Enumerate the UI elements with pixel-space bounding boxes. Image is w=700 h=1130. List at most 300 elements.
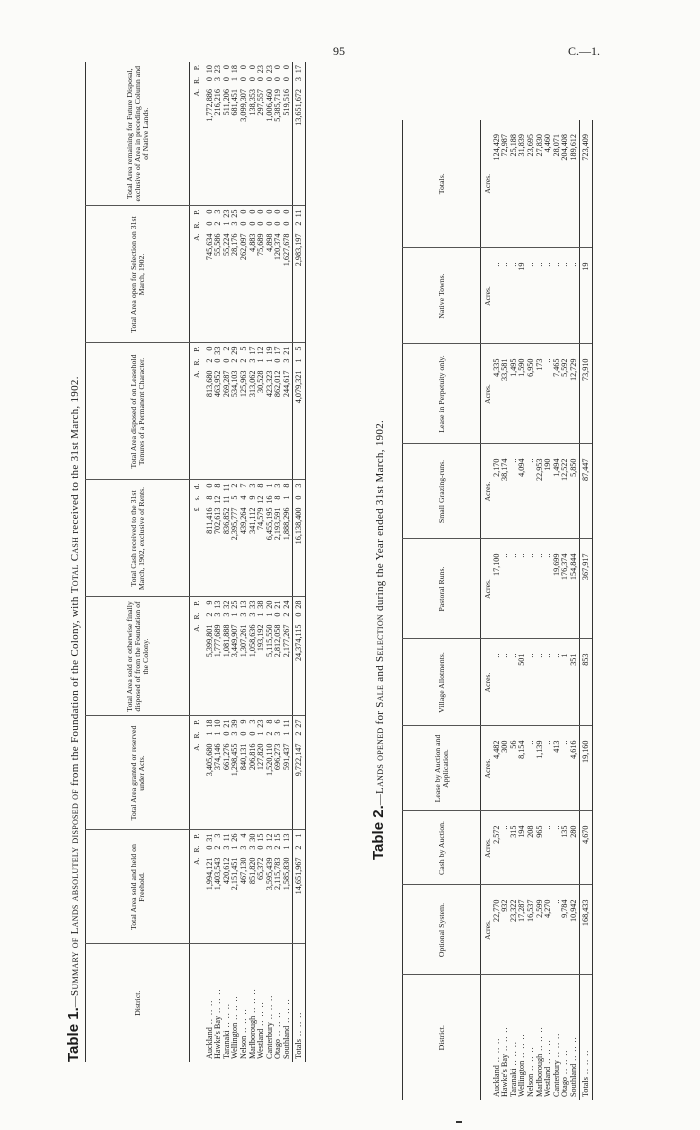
t1-units-open [190,206,202,343]
t1-total-cash-pounds: 16,138,400 [293,507,303,545]
t1-leasehold-acres: 862,012 [273,370,283,398]
t1-sold-perches: 38 [256,600,266,609]
t1-cell-leasehold [231,343,240,480]
unit-shilling: s. [192,495,201,501]
document-reference: C.—1. [568,44,601,58]
t1-sold-perches: 21 [273,600,283,609]
t1-sold-roods: 1 [256,612,266,617]
t1-open-roods: 1 [221,221,231,226]
t2-cell-totals [570,120,579,248]
t2-cell-optional [561,885,570,975]
t1-leasehold-roods: 1 [256,358,266,363]
t2-value-cash_auction: 2,572 [491,825,501,844]
t1-freehold-perches: 13 [281,833,291,842]
t1-freehold-roods: 3 [247,845,257,850]
t1-cell-leasehold [223,343,232,480]
t1-open-roods: 0 [204,221,214,226]
t1-reserved-roods: 3 [230,731,240,736]
t1-freehold-perches: 12 [264,833,274,842]
t1-remaining-acres: 1,772,886 [204,89,214,122]
t1-reserved-roods: 1 [204,731,214,736]
t2-cell-lease_auction [510,726,519,811]
leader-dots: .. .. .. [534,1026,544,1054]
t2-value-optional: 4,270 [543,899,553,918]
t1-cell-sold [283,597,292,716]
t1-freehold-roods: 3 [238,845,248,850]
table1-body [190,62,306,1062]
t1-remaining-acres: 3,099,307 [238,89,248,122]
t1-remaining-roods: 0 [256,77,266,82]
t2-cell-lease_auction [570,726,579,811]
t2-cell-optional [570,885,579,975]
t1-open-acres: 262,097 [238,233,248,261]
t1-cell-leasehold [266,343,275,480]
t1-freehold-acres: 1,403,543 [213,857,223,891]
t2-header-village: Village Allotments. [403,639,481,726]
t1-total-freehold-roods: 2 [293,845,303,850]
t2-value-optional: 23,322 [508,899,518,923]
t1-header-leasehold: Total Area disposed of on Leasehold Tenures of a Permanent Character. [86,343,190,480]
t1-remaining-roods: 0 [247,77,257,82]
t2-units-row [481,120,493,1100]
t1-totals-label [292,944,306,1062]
t1-cell-remaining [283,62,292,206]
leader-dots: .. .. .. [238,1008,248,1036]
table1 [85,62,306,1062]
t2-total-small_grazing [579,444,593,539]
t1-cash-pence: 2 [230,483,240,488]
t1-cell-open [214,206,223,343]
leader-dots: .. .. .. [500,1026,510,1054]
unit-perches: P. [192,600,201,606]
t2-value-cash_auction: 315 [508,825,518,838]
t1-cash-pence: 7 [238,483,248,488]
t2-total-cash_auction [579,811,593,885]
t1-total-leasehold-perches: 5 [293,346,303,351]
t2-value-native: .. [491,262,501,267]
t2-value-lease_auction: 4,482 [491,740,501,759]
t2-units-village [481,639,493,726]
t1-cell-leasehold [202,343,215,480]
t2-value-optional: 17,287 [517,899,527,923]
t1-freehold-roods: 0 [256,845,266,850]
t1-freehold-roods: 1 [230,845,240,850]
t2-district-name: Taranaki [508,1068,518,1097]
t1-district-name: Southland [281,1025,291,1059]
t2-cell-optional [544,885,553,975]
t1-sold-perches: 25 [230,600,240,609]
t1-leasehold-perches: 0 [204,346,214,351]
t2-value-perpetuity: .. [543,358,553,363]
t2-header-pastoral: Pastoral Runs. [403,539,481,639]
t2-header-lease-auction: Lease by Auction and Application. [403,726,481,811]
t1-district-name: Auckland [204,1027,214,1059]
t1-total-reserved-perches: 27 [293,719,303,728]
t1-cash-pounds: 74,579 [256,507,266,531]
t2-value-village: .. [543,653,553,658]
t2-cell-lease_auction [493,726,502,811]
t2-cell-native [570,248,579,344]
t1-total-remaining-perches: 17 [293,65,303,74]
t1-cash-pence: 0 [204,483,214,488]
t2-value-perpetuity: 33,581 [500,358,510,382]
t2-cell-cash_auction [553,811,562,885]
t1-total-sold-perches: 28 [293,600,303,609]
t1-units-remaining [190,62,202,206]
unit-perches: P. [192,833,201,839]
t2-value-native: .. [508,262,518,267]
t1-leasehold-perches: 29 [230,346,240,355]
t1-sold-perches: 9 [204,600,214,605]
t1-leasehold-perches: 17 [273,346,283,355]
t2-value-cash_auction: 280 [568,825,578,838]
unit-roods: R. [192,77,201,84]
t1-open-perches: 23 [221,209,231,218]
t2-units-cash_auction [481,811,493,885]
table2-title: Table 2.—Lands opened for Sale and Selection during the Year ended 31st March, 1902. [370,419,387,860]
t1-remaining-perches: 0 [273,65,283,70]
t1-cash-shillings: 8 [273,495,283,500]
t1-sold-acres: 1,058,636 [247,624,257,658]
unit-roods: R. [192,221,201,229]
unit-acres: Acres. [483,384,492,404]
t1-header-freehold: Total Area sold and held on Freehold. [86,830,190,944]
t1-cash-pounds: 6,455,195 [264,507,274,541]
t1-open-roods: 0 [256,221,266,226]
table2-rotated-block [370,120,670,1100]
unit-acres: A. [192,624,201,632]
t1-sold-roods: 1 [230,612,240,617]
t2-units-lease_auction [481,726,493,811]
t1-reserved-acres: 127,820 [256,743,266,771]
t1-district-name: Wellington [230,1022,240,1059]
t1-total-reserved [292,716,306,830]
t1-cell-remaining [257,62,266,206]
t2-cell-lease_auction [501,726,510,811]
t1-reserved-roods: 1 [281,731,291,736]
t2-totals-row [579,120,593,1100]
t1-freehold-acres: 2,151,451 [230,857,240,891]
t1-leasehold-roods: 0 [221,358,231,363]
t1-open-roods: 3 [230,221,240,226]
t2-value-totals: 72,987 [500,134,510,157]
t2-value-pastoral: .. [508,553,518,558]
t2-value-cash_auction: .. [551,825,561,830]
t1-reserved-perches: 21 [221,719,231,728]
t1-sold-roods: 1 [264,612,274,617]
t2-cell-cash_auction [544,811,553,885]
t1-sold-acres: 5,115,550 [264,624,274,657]
t1-cash-pounds: 702,613 [213,507,223,535]
t2-value-optional: 2,599 [534,899,544,918]
t2-value-perpetuity: 7,465 [551,358,561,377]
t2-value-optional: 10,942 [568,899,578,923]
table2-row [493,120,502,1100]
t2-district-name: Wellington [517,1060,527,1097]
t1-district-cell [283,944,292,1062]
t1-remaining-perches: 23 [213,65,223,74]
t2-total-value-lease_auction: 19,160 [580,740,590,764]
t1-total-leasehold-acres: 4,079,321 [293,370,303,404]
t1-cash-pence: 8 [256,483,266,488]
t1-leasehold-acres: 813,680 [204,370,214,398]
t1-cash-shillings: 9 [247,495,257,500]
t2-totals-label [579,975,593,1100]
t1-cash-shillings: 4 [238,495,248,500]
leader-dots: .. .. .. [525,1046,535,1074]
t1-cash-shillings: 8 [204,495,214,500]
t1-open-perches: 0 [256,209,266,214]
t1-reserved-perches: 9 [238,719,248,724]
t1-total-open-perches: 11 [293,209,303,218]
t1-district-name: Taranaki [221,1030,231,1059]
t1-open-perches: 0 [238,209,248,214]
t1-total-freehold-acres: 14,651,967 [293,857,303,895]
t1-freehold-perches: 11 [221,833,231,842]
leader-dots: .. .. .. [543,1039,553,1067]
t1-leasehold-roods: 2 [204,358,214,363]
t2-cell-village [553,639,562,726]
t1-freehold-acres: 65,372 [256,857,266,881]
table1-row [283,62,292,1062]
unit-acres: A. [192,233,201,241]
t1-leasehold-roods: 0 [213,358,223,363]
t1-reserved-acres: 374,146 [213,743,223,771]
t1-units-leasehold [190,343,202,480]
t1-open-roods: 0 [273,221,283,226]
t2-value-native: .. [500,262,510,267]
leader-dots: .. .. .. [551,1032,561,1061]
table2-row [544,120,553,1100]
t2-value-pastoral: .. [525,553,535,558]
t2-value-lease_auction: 8,154 [517,740,527,759]
leader-dots: .. .. .. [508,1041,518,1069]
t1-open-acres: 55,586 [213,233,223,257]
t2-value-lease_auction: 413 [551,740,561,753]
t2-cell-cash_auction [518,811,527,885]
t1-open-perches: 0 [247,209,257,214]
t1-reserved-roods: 1 [256,731,266,736]
t1-total-reserved-roods: 2 [293,731,303,736]
leader-dots: .. .. .. [230,995,240,1023]
t1-total-remaining-acres: 13,651,672 [293,89,303,126]
t2-cell-optional [553,885,562,975]
t2-cell-optional [527,885,536,975]
leader-dots: .. .. .. [204,999,214,1028]
t1-leasehold-acres: 30,528 [256,370,266,394]
t2-value-perpetuity: 1,590 [517,358,527,377]
t2-value-optional: .. [551,899,561,904]
t1-leasehold-perches: 33 [213,346,223,355]
unit-perches: P. [192,346,201,352]
t1-remaining-roods: 0 [238,77,248,82]
t1-district-name: Westland [256,1028,266,1059]
t2-cell-cash_auction [570,811,579,885]
unit-acres: Acres. [483,920,492,940]
t1-leasehold-roods: 0 [273,358,283,363]
t1-reserved-acres: 206,816 [247,743,257,771]
t1-freehold-perches: 30 [247,833,257,842]
t2-district-name: Otago [560,1076,570,1097]
t1-open-acres: 55,224 [221,233,231,257]
t1-total-remaining [292,62,306,206]
leader-dots: .. .. .. [580,1049,590,1078]
t2-value-cash_auction: 135 [560,825,570,838]
t1-sold-acres: 1,307,261 [238,624,248,658]
t1-sold-acres: 2,812,058 [273,624,283,658]
leader-dots: .. .. .. [560,1049,570,1077]
t1-district-name: Otago [273,1038,283,1059]
t1-remaining-perches: 0 [221,65,231,70]
t1-reserved-roods: 3 [273,731,283,736]
t1-sold-roods: 3 [213,612,223,617]
unit-roods: R. [192,731,201,739]
t1-reserved-roods: 2 [264,731,274,736]
table2-row [536,120,545,1100]
t2-value-small_grazing: 2,170 [491,458,501,477]
t1-remaining-roods: 0 [281,77,291,82]
t1-totals-label-text: Totals [293,1039,303,1059]
t2-cell-lease_auction [553,726,562,811]
t1-total-sold [292,597,306,716]
t1-open-perches: 0 [204,209,214,214]
t1-cash-pence: 3 [273,483,283,488]
t2-total-village [579,639,593,726]
t1-remaining-roods: 1 [230,77,240,82]
t1-cash-pounds: 836,852 [221,507,231,535]
t2-value-pastoral: .. [517,553,527,558]
t1-remaining-roods: 0 [273,77,283,82]
t2-total-value-small_grazing: 87,447 [580,458,590,482]
t2-value-lease_auction: 4,616 [568,740,578,759]
t1-cash-shillings: 11 [221,495,231,504]
t1-leasehold-roods: 3 [247,358,257,363]
t1-total-freehold [292,830,306,944]
t1-cell-open [240,206,249,343]
t1-remaining-acres: 1,006,460 [264,89,274,122]
leader-dots: .. .. .. [247,988,257,1016]
t2-value-pastoral: 19,699 [551,553,561,577]
t1-cell-leasehold [249,343,258,480]
t1-cell-remaining [240,62,249,206]
t1-sold-acres: 3,449,907 [230,624,240,658]
t1-freehold-roods: 0 [204,845,214,850]
t1-open-acres: 745,634 [204,233,214,261]
t2-value-perpetuity: 6,950 [525,358,535,377]
t1-remaining-perches: 0 [281,65,291,70]
unit-acres: Acres. [483,579,492,599]
t1-remaining-acres: 511,206 [221,89,231,116]
table2-row [570,120,579,1100]
t1-remaining-perches: 23 [264,65,274,74]
unit-acres: A. [192,89,201,97]
t1-remaining-perches: 10 [204,65,214,74]
t1-sold-roods: 2 [281,612,291,617]
t1-leasehold-acres: 534,103 [230,370,240,398]
t1-totals-row [292,62,306,1062]
t2-value-cash_auction: .. [500,825,510,830]
t1-units-sold [190,597,202,716]
unit-roods: R. [192,612,201,620]
t2-cell-cash_auction [536,811,545,885]
t1-remaining-acres: 519,516 [281,89,291,116]
t1-cell-reserved [283,716,292,830]
t2-district-name: Southland [568,1063,578,1097]
table1-rotated-block [65,62,320,1062]
t1-remaining-acres: 216,216 [213,89,223,116]
t2-value-pastoral: 154,844 [568,553,578,581]
t1-leasehold-perches: 12 [256,346,266,355]
t2-total-native [579,248,593,344]
t1-freehold-perches: 4 [238,833,248,838]
t1-cash-pounds: 439,264 [238,507,248,535]
t1-header-sold: Total Area sold or otherwise finally disposed of from the Foundation of the Colony. [86,597,190,716]
t1-leasehold-perches: 2 [221,346,231,351]
t2-value-lease_auction: 300 [500,740,510,753]
leader-dots: .. .. .. [213,988,223,1016]
table2-body [481,120,593,1100]
t2-cell-lease_auction [527,726,536,811]
t1-header-remaining: Total Area remaining for Future Disposal, exclusive of Area in preceding Column and of Native Lands. [86,62,190,206]
t1-remaining-roods: 0 [264,77,274,82]
t2-cell-optional [501,885,510,975]
t1-leasehold-roods: 3 [281,358,291,363]
t2-total-pastoral [579,539,593,639]
t1-leasehold-acres: 423,323 [264,370,274,398]
t1-leasehold-acres: 463,952 [213,370,223,398]
t2-district-name: Canterbury [551,1060,561,1097]
t1-reserved-acres: 591,437 [281,743,291,771]
t1-header-open: Total Area open for Selection on 31st March, 1902. [86,206,190,343]
t2-value-village: 501 [517,653,527,666]
t1-cash-pounds: 1,888,296 [281,507,291,541]
t2-value-perpetuity: 173 [534,358,544,371]
table2-row [561,120,570,1100]
t1-reserved-acres: 840,131 [238,743,248,771]
t1-sold-acres: 1,081,888 [221,624,231,658]
t1-leasehold-acres: 244,617 [281,370,291,398]
t1-sold-perches: 13 [238,600,248,609]
t1-cash-pence: 3 [247,483,257,488]
t1-reserved-roods: 0 [221,731,231,736]
table2-row [527,120,536,1100]
t2-total-lease_auction [579,726,593,811]
t2-cell-cash_auction [501,811,510,885]
t1-total-cash-shillings: 0 [293,495,303,500]
t1-freehold-perches: 15 [273,833,283,842]
t1-open-acres: 75,689 [256,233,266,257]
t1-reserved-perches: 23 [256,719,266,728]
t1-units-blank [190,944,202,1062]
t1-total-freehold-perches: 1 [293,833,303,838]
t1-freehold-acres: 1,994,121 [204,857,214,891]
t1-reserved-perches: 3 [247,719,257,724]
t1-cash-pence: 8 [281,483,291,488]
t2-value-small_grazing: 12,522 [560,458,570,482]
t2-total-optional [579,885,593,975]
t2-value-native: .. [560,262,570,267]
t1-freehold-perches: 3 [213,833,223,838]
t2-total-value-village: 853 [580,653,590,666]
t2-cell-village [544,639,553,726]
t2-cell-lease_auction [536,726,545,811]
leader-dots: .. .. .. [517,1033,527,1061]
t2-value-cash_auction: 194 [517,825,527,838]
t1-cash-pounds: 2,395,777 [230,507,240,541]
t1-remaining-perches: 0 [247,65,257,70]
t1-freehold-roods: 3 [221,845,231,850]
t2-value-pastoral: 176,374 [560,553,570,581]
